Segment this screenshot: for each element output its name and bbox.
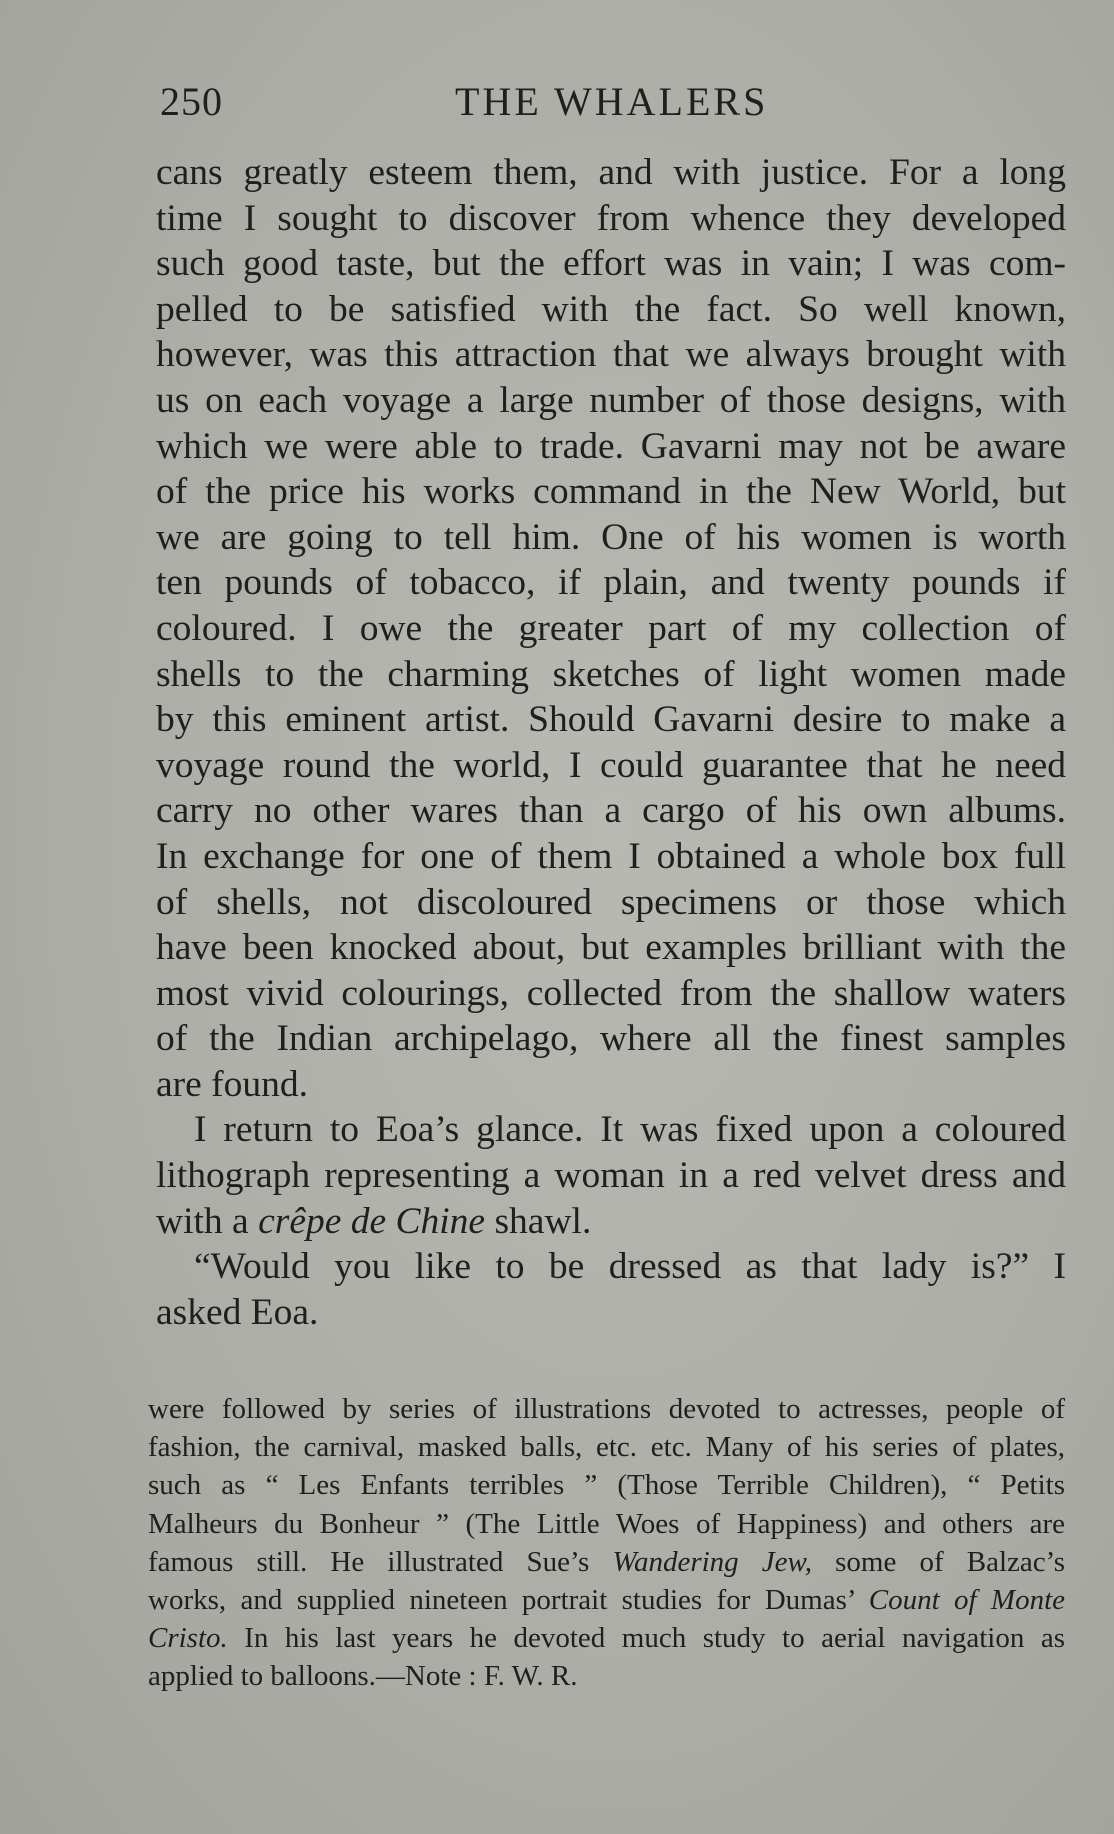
text-line: however, was this attraction that we always brought with xyxy=(156,334,1066,376)
text-line: most vivid colourings, collected from the shallow waters xyxy=(156,972,1066,1014)
footnote-line: such as “ Les Enfants terribles ” (Those Terrible Children), “ Petits xyxy=(148,1469,1065,1502)
text-line: coloured. I owe the greater part of my collection of xyxy=(156,607,1066,649)
text-line: of the Indian archipelago, where all the finest samples xyxy=(156,1018,1066,1060)
text-run: some of Balzac’s xyxy=(811,1545,1065,1578)
text-line: voyage round the world, I could guarantee that he need xyxy=(156,744,1066,786)
text-line xyxy=(156,1199,1066,1245)
text-line: are found. xyxy=(156,1063,309,1105)
text-line: of shells, not discoloured specimens or those which xyxy=(156,881,1066,923)
italic-title: Cristo. xyxy=(148,1622,228,1655)
text-line: I return to Eoa’s glance. It was fixed upon a coloured xyxy=(194,1109,1066,1151)
text-line: ten pounds of tobacco, if plain, and twenty pounds if xyxy=(156,562,1066,604)
footnote-line xyxy=(148,1581,1065,1619)
footnote-line: were followed by series of illustrations devoted to actresses, people of xyxy=(148,1393,1065,1425)
text-line: such good taste, but the effort was in vain; I was com- xyxy=(156,243,1066,285)
text-run: shawl. xyxy=(485,1200,592,1242)
page-number: 250 xyxy=(160,79,223,124)
text-line: pelled to be satisfied with the fact. So well known, xyxy=(156,288,1066,330)
italic-phrase: crêpe de Chine xyxy=(258,1200,486,1242)
text-line: which we were able to trade. Gavarni may not be aware xyxy=(156,425,1066,467)
footnote-line: Malheurs du Bonheur ” (The Little Woes of Happiness) and others are xyxy=(148,1507,1065,1540)
text-line: asked Eoa. xyxy=(156,1291,319,1333)
footnote-line: applied to balloons.—Note : F. W. R. xyxy=(148,1660,578,1693)
text-line: shells to the charming sketches of light women made xyxy=(156,653,1066,695)
text-run: works, and supplied nineteen portrait studies for Dumas’ xyxy=(148,1583,869,1616)
italic-title: Wandering Jew, xyxy=(612,1545,812,1578)
text-line: by this eminent artist. Should Gavarni desire to make a xyxy=(156,699,1066,741)
text-run: with a xyxy=(156,1200,259,1242)
text-line: cans greatly esteem them, and with justice. For a long xyxy=(156,152,1066,193)
text-line: of the price his works command in the New World, but xyxy=(156,471,1066,513)
text-run: famous still. He illustrated Sue’s xyxy=(148,1545,613,1578)
footnote-line xyxy=(148,1543,1065,1581)
text-line: In exchange for one of them I obtained a whole box full xyxy=(156,835,1066,877)
running-head: THE WHALERS xyxy=(455,79,769,124)
footnote-line: fashion, the carnival, masked balls, etc. etc. Many of his series of plates, xyxy=(148,1431,1065,1464)
text-line: lithograph representing a woman in a red velvet dress and xyxy=(156,1155,1066,1197)
text-line: us on each voyage a large number of those designs, with xyxy=(156,379,1066,421)
footnote xyxy=(148,1390,1065,1696)
text-line: time I sought to discover from whence they developed xyxy=(156,197,1066,239)
text-line: have been knocked about, but examples brilliant with the xyxy=(156,927,1066,969)
body-text xyxy=(156,150,1066,1335)
text-run: In his last years he devoted much study to aerial navigation as xyxy=(227,1622,1065,1655)
text-line: “Would you like to be dressed as that lady is?” I xyxy=(194,1246,1066,1288)
footnote-line xyxy=(148,1619,1065,1657)
page-header xyxy=(160,78,960,128)
italic-title: Count of Monte xyxy=(868,1583,1066,1616)
text-line: carry no other wares than a cargo of his own albums. xyxy=(156,790,1066,832)
text-line: we are going to tell him. One of his women is worth xyxy=(156,516,1066,558)
